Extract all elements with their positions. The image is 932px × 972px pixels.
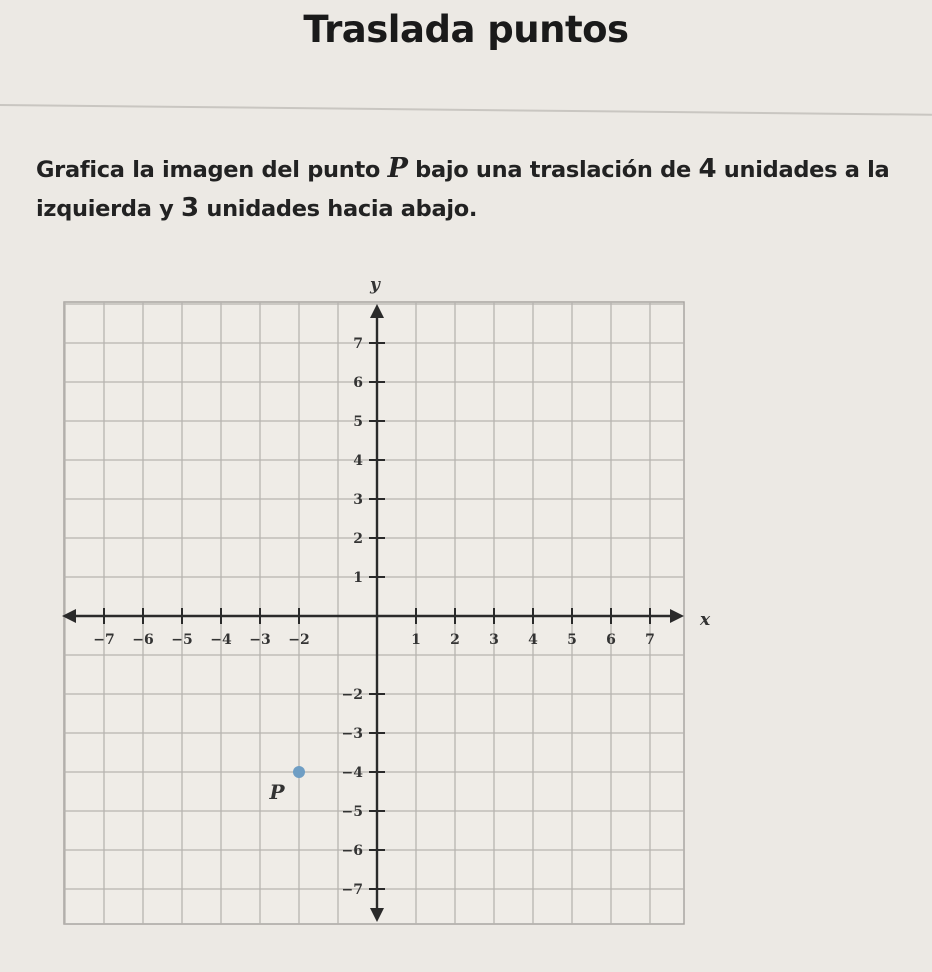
x-tick-label: −2 bbox=[288, 632, 310, 648]
y-tick-label: −3 bbox=[341, 726, 363, 742]
x-tick-label: 4 bbox=[528, 632, 538, 648]
question-part2: bajo una traslación de bbox=[407, 157, 699, 183]
y-tick-label: 3 bbox=[353, 492, 363, 508]
question-part3: unidades a la izquierda y bbox=[36, 157, 890, 222]
y-tick-label: −6 bbox=[341, 843, 363, 859]
x-tick-label: 6 bbox=[606, 632, 616, 648]
y-tick-label: −2 bbox=[341, 687, 363, 703]
left-units: 4 bbox=[698, 154, 717, 184]
x-tick-label: −6 bbox=[132, 632, 154, 648]
question-part4: unidades hacia abajo. bbox=[198, 196, 478, 222]
y-tick-label: 6 bbox=[353, 375, 363, 391]
question-part1: Grafica la imagen del punto bbox=[36, 157, 388, 183]
x-tick-label: 2 bbox=[450, 632, 460, 648]
y-tick-label: −7 bbox=[341, 882, 363, 898]
down-units: 3 bbox=[181, 193, 199, 223]
y-tick-label: 7 bbox=[353, 336, 363, 352]
y-tick-label: 5 bbox=[353, 414, 363, 430]
x-tick-label: 5 bbox=[567, 632, 577, 648]
x-tick-label: −3 bbox=[249, 632, 271, 648]
y-axis-label: y bbox=[370, 275, 380, 295]
x-tick-label: 1 bbox=[411, 632, 421, 648]
point-label-p: P bbox=[269, 780, 285, 804]
x-tick-label: 7 bbox=[645, 632, 655, 648]
x-tick-label: 3 bbox=[489, 632, 499, 648]
page-title: Traslada puntos bbox=[303, 8, 629, 51]
y-tick-label: −4 bbox=[341, 765, 363, 781]
graph-background[interactable] bbox=[64, 302, 684, 924]
x-tick-label: −5 bbox=[171, 632, 193, 648]
x-tick-label: −4 bbox=[210, 632, 232, 648]
point-p bbox=[293, 766, 305, 778]
y-tick-label: 1 bbox=[353, 570, 363, 586]
point-variable: P bbox=[387, 153, 408, 184]
y-tick-label: 2 bbox=[353, 531, 363, 547]
y-tick-label: −5 bbox=[341, 804, 363, 820]
x-tick-label: −7 bbox=[93, 632, 115, 648]
x-axis-label: x bbox=[700, 610, 711, 630]
y-tick-label: 4 bbox=[353, 453, 363, 469]
